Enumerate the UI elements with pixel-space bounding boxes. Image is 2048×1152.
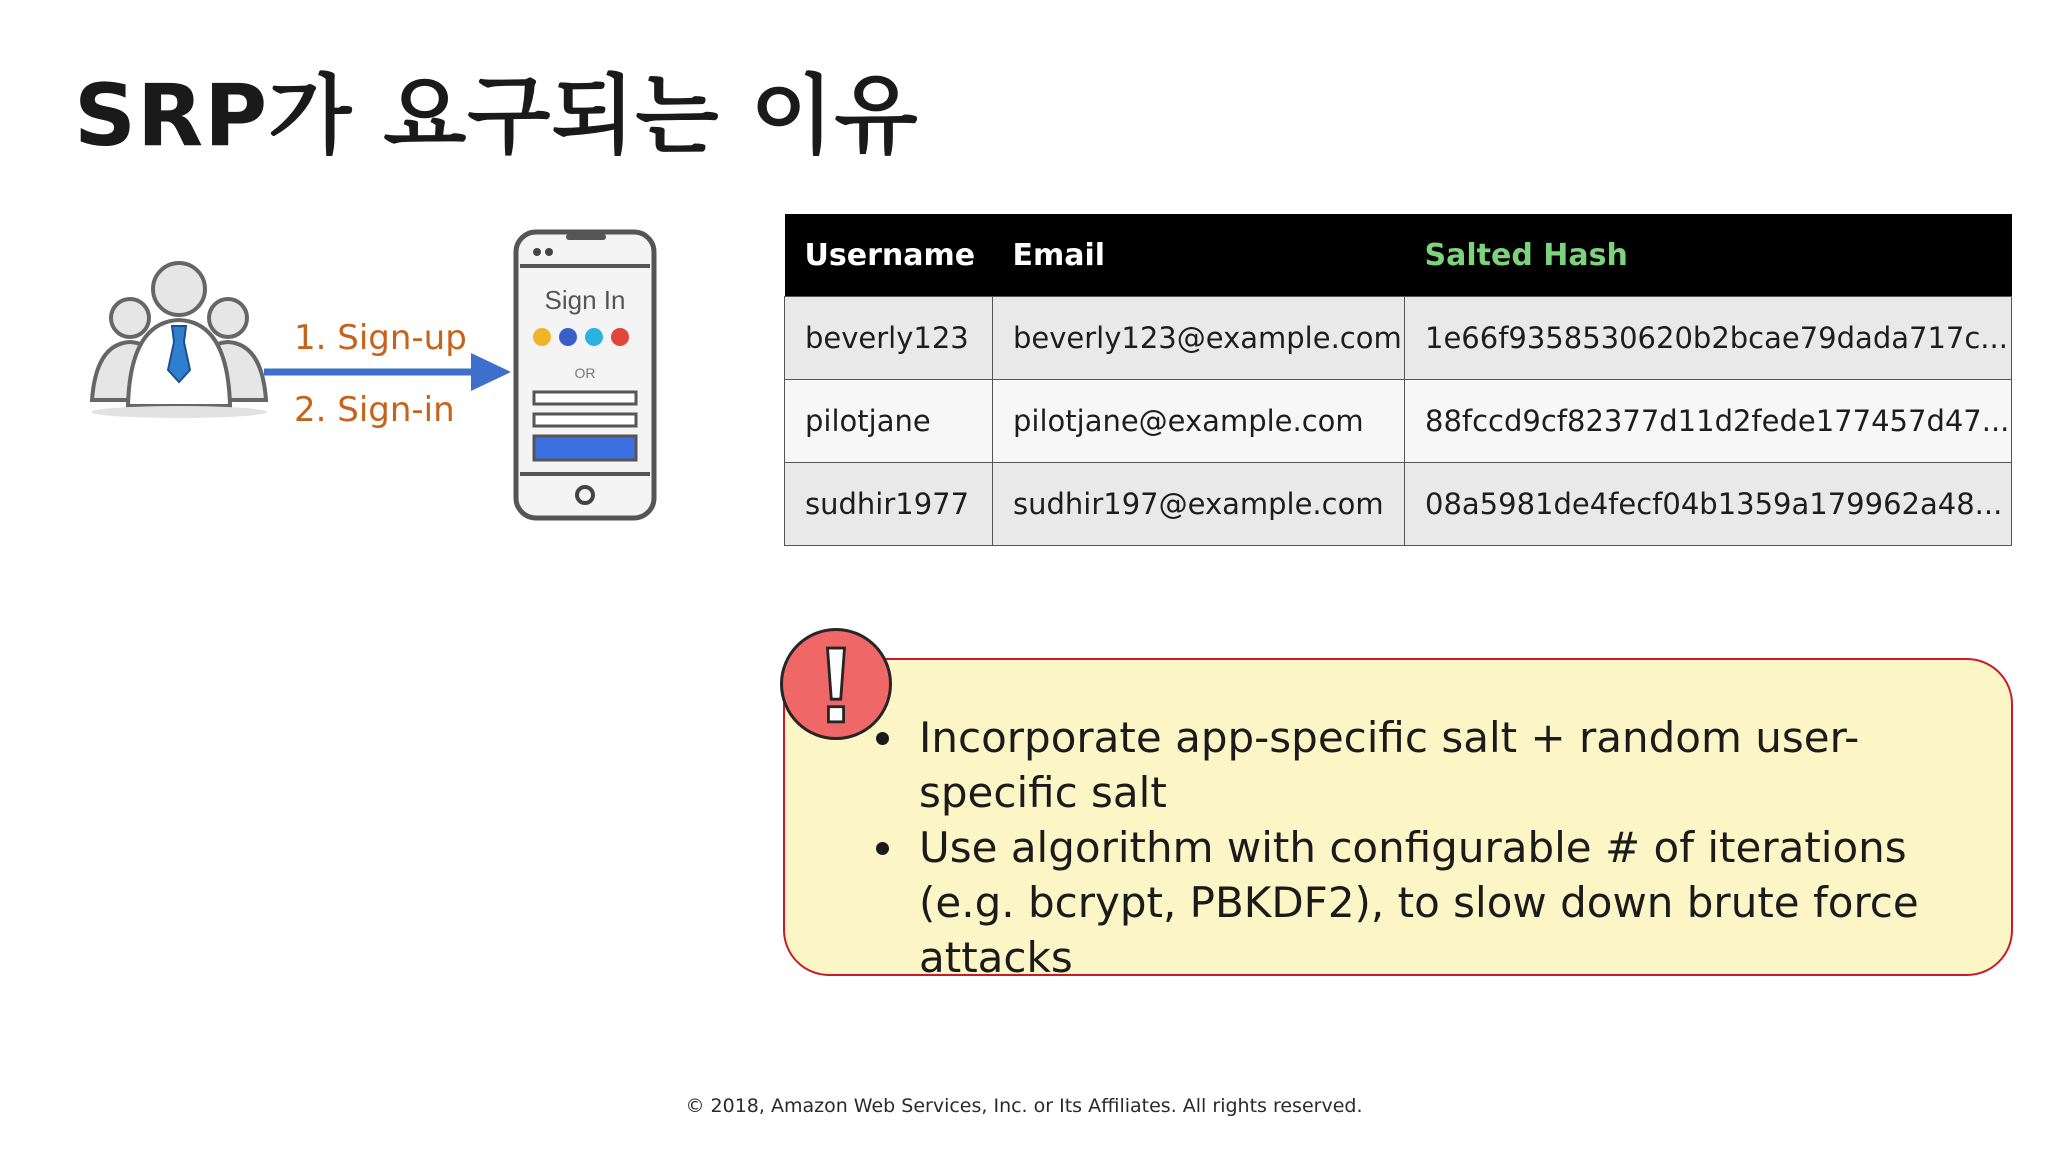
cell-salted-hash: 88fccd9cf82377d11d2fede177457d47...: [1405, 380, 2012, 463]
warning-icon: [780, 628, 892, 740]
column-header-username: Username: [785, 214, 993, 297]
cell-salted-hash: 08a5981de4fecf04b1359a179962a48...: [1405, 463, 2012, 546]
users-icon: [91, 263, 267, 418]
slide-title: SRP가 요구되는 이유: [74, 66, 919, 166]
copyright-footer: © 2018, Amazon Web Services, Inc. or Its Affiliates. All rights reserved.: [685, 1095, 1363, 1117]
column-header-salted-hash: Salted Hash: [1405, 214, 2012, 297]
list-item: • Use algorithm with configurable # of iterations (e.g. bcrypt, PBKDF2), to slow down brute force attacks: [909, 820, 1969, 985]
cell-email: sudhir197@example.com: [993, 463, 1405, 546]
recommendation-callout: [783, 658, 2013, 982]
sign-in-label: 2. Sign-in: [294, 390, 455, 430]
table-header-row: [785, 214, 2012, 297]
phone-divider: OR: [574, 365, 596, 381]
cell-salted-hash: 1e66f9358530620b2bcae79dada717c...: [1405, 297, 2012, 380]
sign-flow-diagram: [86, 222, 686, 532]
mobile-phone-icon: [516, 232, 654, 518]
table-row: [785, 463, 2012, 546]
user-credentials-table: [784, 214, 2012, 546]
arrow-icon: [264, 353, 511, 391]
table-row: [785, 297, 2012, 380]
cell-username: pilotjane: [785, 380, 993, 463]
cell-username: beverly123: [785, 297, 993, 380]
list-item: • Incorporate app-specific salt + random user-specific salt: [909, 710, 1969, 820]
recommendation-list: [875, 710, 1969, 985]
column-header-email: Email: [993, 214, 1405, 297]
sign-up-label: 1. Sign-up: [294, 318, 467, 358]
cell-email: beverly123@example.com: [993, 297, 1405, 380]
phone-heading: Sign In: [544, 285, 626, 315]
cell-email: pilotjane@example.com: [993, 380, 1405, 463]
table-row: [785, 380, 2012, 463]
cell-username: sudhir1977: [785, 463, 993, 546]
